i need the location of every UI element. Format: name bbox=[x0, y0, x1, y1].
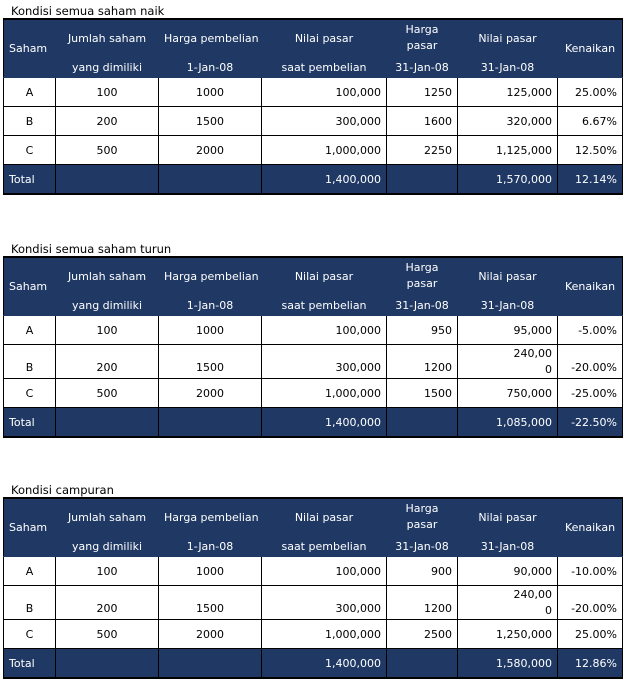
header-nilai-akhir: Nilai pasar bbox=[458, 498, 558, 536]
total-row bbox=[4, 408, 623, 438]
cell-saham: A bbox=[4, 316, 56, 345]
header-jumlah: Jumlah saham bbox=[56, 498, 159, 536]
table-row bbox=[4, 379, 623, 408]
header-harga-pasar: Harga pasar bbox=[387, 19, 458, 57]
cell-harga-pasar: 1600 bbox=[387, 107, 458, 136]
cell-jumlah: 100 bbox=[56, 557, 159, 586]
cell-nilai-akhir: 320,000 bbox=[458, 107, 558, 136]
total-empty bbox=[159, 165, 262, 195]
header-harga-beli-date: 1-Jan-08 bbox=[159, 57, 262, 78]
cell-nilai-awal: 100,000 bbox=[262, 316, 387, 345]
cell-harga-pasar: 2500 bbox=[387, 620, 458, 649]
cell-saham: B bbox=[4, 345, 56, 379]
total-kenaikan: -22.50% bbox=[558, 408, 623, 438]
cell-nilai-akhir: 95,000 bbox=[458, 316, 558, 345]
total-nilai-awal: 1,400,000 bbox=[262, 165, 387, 195]
header-harga-beli: Harga pembelian bbox=[159, 257, 262, 295]
table-row bbox=[4, 107, 623, 136]
header-nilai-awal-sub: saat pembelian bbox=[262, 57, 387, 78]
header-harga-beli-date: 1-Jan-08 bbox=[159, 295, 262, 316]
table-naik bbox=[3, 18, 623, 195]
total-nilai-akhir: 1,085,000 bbox=[458, 408, 558, 438]
cell-jumlah: 100 bbox=[56, 316, 159, 345]
cell-nilai-awal: 1,000,000 bbox=[262, 620, 387, 649]
total-label: Total bbox=[4, 165, 56, 195]
total-nilai-awal: 1,400,000 bbox=[262, 408, 387, 438]
cell-harga-pasar: 950 bbox=[387, 316, 458, 345]
header-saham: Saham bbox=[4, 19, 56, 78]
cell-harga-beli: 1500 bbox=[159, 345, 262, 379]
cell-kenaikan: -10.00% bbox=[558, 557, 623, 586]
total-kenaikan: 12.86% bbox=[558, 649, 623, 679]
cell-nilai-awal: 1,000,000 bbox=[262, 379, 387, 408]
cell-kenaikan: 12.50% bbox=[558, 136, 623, 165]
total-empty bbox=[387, 165, 458, 195]
cell-harga-beli: 1500 bbox=[159, 107, 262, 136]
total-empty bbox=[387, 649, 458, 679]
header-harga-beli: Harga pembelian bbox=[159, 498, 262, 536]
cell-harga-pasar: 1200 bbox=[387, 586, 458, 620]
total-row bbox=[4, 649, 623, 679]
header-nilai-akhir-date: 31-Jan-08 bbox=[458, 295, 558, 316]
total-empty bbox=[387, 408, 458, 438]
cell-harga-pasar: 1250 bbox=[387, 78, 458, 107]
total-empty bbox=[159, 408, 262, 438]
cell-kenaikan: -25.00% bbox=[558, 379, 623, 408]
cell-harga-beli: 2000 bbox=[159, 136, 262, 165]
total-nilai-awal: 1,400,000 bbox=[262, 649, 387, 679]
total-label: Total bbox=[4, 649, 56, 679]
cell-nilai-akhir: 240,00 0 bbox=[458, 586, 558, 620]
header-jumlah-sub: yang dimiliki bbox=[56, 536, 159, 557]
cell-jumlah: 500 bbox=[56, 136, 159, 165]
header-nilai-akhir-date: 31-Jan-08 bbox=[458, 536, 558, 557]
table-row bbox=[4, 586, 623, 620]
cell-harga-pasar: 2250 bbox=[387, 136, 458, 165]
cell-nilai-akhir: 1,250,000 bbox=[458, 620, 558, 649]
cell-harga-beli: 1000 bbox=[159, 78, 262, 107]
total-empty bbox=[56, 165, 159, 195]
table-turun bbox=[3, 256, 623, 438]
header-kenaikan: Kenaikan bbox=[558, 257, 623, 316]
cell-nilai-awal: 300,000 bbox=[262, 107, 387, 136]
cell-saham: B bbox=[4, 586, 56, 620]
cell-jumlah: 200 bbox=[56, 345, 159, 379]
header-jumlah: Jumlah saham bbox=[56, 19, 159, 57]
cell-jumlah: 200 bbox=[56, 586, 159, 620]
cell-kenaikan: 25.00% bbox=[558, 620, 623, 649]
cell-nilai-akhir: 1,125,000 bbox=[458, 136, 558, 165]
total-kenaikan: 12.14% bbox=[558, 165, 623, 195]
cell-saham: A bbox=[4, 557, 56, 586]
cell-nilai-awal: 100,000 bbox=[262, 78, 387, 107]
header-jumlah-sub: yang dimiliki bbox=[56, 57, 159, 78]
cell-jumlah: 200 bbox=[56, 107, 159, 136]
header-nilai-akhir: Nilai pasar bbox=[458, 19, 558, 57]
table-row bbox=[4, 78, 623, 107]
cell-nilai-awal: 300,000 bbox=[262, 345, 387, 379]
table-campuran bbox=[3, 497, 623, 679]
table-row bbox=[4, 620, 623, 649]
header-saham: Saham bbox=[4, 498, 56, 557]
cell-harga-pasar: 1200 bbox=[387, 345, 458, 379]
cell-kenaikan: -5.00% bbox=[558, 316, 623, 345]
cell-harga-beli: 2000 bbox=[159, 620, 262, 649]
header-saham: Saham bbox=[4, 257, 56, 316]
cell-saham: A bbox=[4, 78, 56, 107]
total-label: Total bbox=[4, 408, 56, 438]
header-harga-beli: Harga pembelian bbox=[159, 19, 262, 57]
cell-kenaikan: 25.00% bbox=[558, 78, 623, 107]
total-empty bbox=[56, 408, 159, 438]
cell-nilai-akhir: 750,000 bbox=[458, 379, 558, 408]
header-kenaikan: Kenaikan bbox=[558, 19, 623, 78]
cell-harga-beli: 2000 bbox=[159, 379, 262, 408]
table-row bbox=[4, 557, 623, 586]
cell-nilai-awal: 100,000 bbox=[262, 557, 387, 586]
cell-harga-beli: 1500 bbox=[159, 586, 262, 620]
header-harga-pasar: Harga pasar bbox=[387, 257, 458, 295]
cell-harga-beli: 1000 bbox=[159, 557, 262, 586]
total-nilai-akhir: 1,580,000 bbox=[458, 649, 558, 679]
cell-saham: B bbox=[4, 107, 56, 136]
header-nilai-akhir-date: 31-Jan-08 bbox=[458, 57, 558, 78]
cell-nilai-akhir: 90,000 bbox=[458, 557, 558, 586]
cell-saham: C bbox=[4, 136, 56, 165]
cell-jumlah: 500 bbox=[56, 379, 159, 408]
header-nilai-awal-sub: saat pembelian bbox=[262, 536, 387, 557]
header-harga-pasar-date: 31-Jan-08 bbox=[387, 57, 458, 78]
cell-nilai-awal: 300,000 bbox=[262, 586, 387, 620]
cell-saham: C bbox=[4, 379, 56, 408]
cell-nilai-akhir: 125,000 bbox=[458, 78, 558, 107]
section-title-campuran: Kondisi campuran bbox=[11, 483, 114, 497]
header-nilai-awal: Nilai pasar bbox=[262, 257, 387, 295]
header-nilai-awal: Nilai pasar bbox=[262, 498, 387, 536]
cell-harga-pasar: 1500 bbox=[387, 379, 458, 408]
cell-kenaikan: -20.00% bbox=[558, 586, 623, 620]
table-row bbox=[4, 316, 623, 345]
header-jumlah: Jumlah saham bbox=[56, 257, 159, 295]
section-title-turun: Kondisi semua saham turun bbox=[11, 242, 172, 256]
cell-harga-pasar: 900 bbox=[387, 557, 458, 586]
header-nilai-awal: Nilai pasar bbox=[262, 19, 387, 57]
header-nilai-akhir: Nilai pasar bbox=[458, 257, 558, 295]
header-harga-pasar-date: 31-Jan-08 bbox=[387, 536, 458, 557]
cell-jumlah: 500 bbox=[56, 620, 159, 649]
cell-harga-beli: 1000 bbox=[159, 316, 262, 345]
header-nilai-awal-sub: saat pembelian bbox=[262, 295, 387, 316]
total-row bbox=[4, 165, 623, 195]
header-harga-pasar-date: 31-Jan-08 bbox=[387, 295, 458, 316]
header-kenaikan: Kenaikan bbox=[558, 498, 623, 557]
cell-jumlah: 100 bbox=[56, 78, 159, 107]
cell-saham: C bbox=[4, 620, 56, 649]
total-empty bbox=[56, 649, 159, 679]
cell-kenaikan: 6.67% bbox=[558, 107, 623, 136]
section-title-naik: Kondisi semua saham naik bbox=[11, 4, 165, 18]
header-jumlah-sub: yang dimiliki bbox=[56, 295, 159, 316]
header-harga-beli-date: 1-Jan-08 bbox=[159, 536, 262, 557]
total-empty bbox=[159, 649, 262, 679]
cell-kenaikan: -20.00% bbox=[558, 345, 623, 379]
cell-nilai-awal: 1,000,000 bbox=[262, 136, 387, 165]
table-row bbox=[4, 136, 623, 165]
total-nilai-akhir: 1,570,000 bbox=[458, 165, 558, 195]
table-row bbox=[4, 345, 623, 379]
cell-nilai-akhir: 240,00 0 bbox=[458, 345, 558, 379]
header-harga-pasar: Harga pasar bbox=[387, 498, 458, 536]
